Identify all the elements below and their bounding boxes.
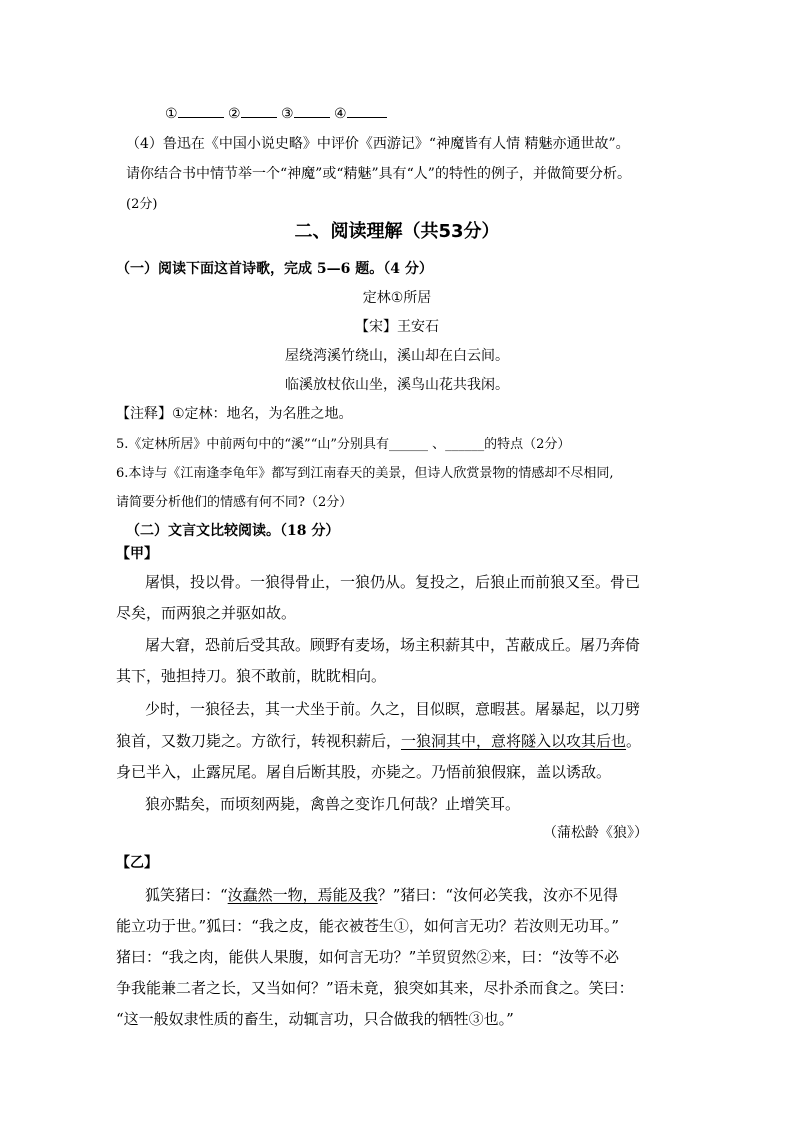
passage-jia-source: （蒲松龄《狼》） bbox=[543, 825, 648, 841]
passage-jia-text: 狼亦黠矣，而顷刻两毙，禽兽之变诈几何哉？止增笑耳。 bbox=[145, 795, 521, 813]
passage-yi-label: 【乙】 bbox=[116, 855, 158, 871]
passage-jia-text: 身已半入，止露尻尾。屠自后断其股，亦毙之。乃悟前狼假寐，盖以诱敌。 bbox=[116, 763, 612, 781]
question-5: 5.《定林所居》中前两句中的“溪”“山”分别具有______ 、______的特点（2分） bbox=[116, 437, 571, 452]
blank-2-number: ② bbox=[228, 106, 241, 122]
answer-blanks bbox=[165, 103, 387, 122]
underlined-sentence: 一狼洞其中，意将隧入以攻其后也 bbox=[401, 732, 627, 750]
passage-jia-text: 屠大窘，恐前后受其敌。顾野有麦场，场主积薪其中，苫蔽成丘。屠乃奔倚 bbox=[145, 636, 641, 654]
blank-1-number: ① bbox=[165, 106, 178, 122]
blank-3[interactable] bbox=[294, 103, 330, 118]
poem-author: 【宋】王安石 bbox=[355, 319, 439, 335]
section-title: 二、阅读理解（共53分） bbox=[294, 221, 500, 242]
passage-jia-text: 狼首，又数刀毙之。方欲行，转视积薪后， bbox=[116, 732, 402, 750]
blank-1[interactable] bbox=[178, 103, 224, 118]
question-6-line-1: 6.本诗与《江南逢李龟年》都写到江南春天的美景，但诗人欣赏景物的情感却不尽相同, bbox=[116, 466, 614, 481]
question-6-line-2: 请简要分析他们的情感有何不同?（2分） bbox=[116, 495, 353, 510]
blank-4-number: ④ bbox=[334, 106, 347, 122]
passage-jia-label: 【甲】 bbox=[116, 546, 158, 562]
poem-title: 定林①所居 bbox=[362, 290, 432, 306]
passage-yi-text: ？”猪曰：“汝何必笑我，汝亦不见得 bbox=[377, 886, 619, 904]
question-4-line-1: （4）鲁迅在《中国小说史略》中评价《西游记》“神魔皆有人情 精魅亦通世故”。 bbox=[126, 136, 630, 152]
blank-2[interactable] bbox=[241, 103, 277, 118]
poem-note: 【注释】①定林：地名，为名胜之地。 bbox=[116, 406, 353, 422]
passage-jia-text: 其下，弛担持刀。狼不敢前，眈眈相向。 bbox=[116, 667, 387, 685]
passage-yi-text: 争我能兼二者之长，又当如何？”语未竟，狼突如其来，尽扑杀而食之。笑曰： bbox=[116, 979, 634, 997]
question-4-score: (2分) bbox=[126, 197, 158, 212]
poem-line-1: 屋绕湾溪竹绕山，溪山却在白云间。 bbox=[285, 348, 509, 364]
passage-jia-text: 尽矣，而两狼之并驱如故。 bbox=[116, 604, 297, 622]
poem-line-2: 临溪放杖依山坐，溪鸟山花共我闲。 bbox=[285, 377, 509, 393]
blank-4[interactable] bbox=[347, 103, 387, 118]
question-4-line-2: 请你结合书中情节举一个“神魔”或“精魅”具有“人”的特性的例子，并做简要分析。 bbox=[126, 166, 631, 182]
passage-yi-underlined-line bbox=[145, 884, 618, 905]
passage-yi-text: 能立功于世。”狐曰：“我之皮，能衣被苍生①，如何言无功？若汝则无功耳。” bbox=[116, 917, 620, 935]
passage-jia-text: 屠惧，投以骨。一狼得骨止，一狼仍从。复投之，后狼止而前狼又至。骨已 bbox=[145, 573, 641, 591]
subsection-2-heading: （二）文言文比较阅读。（18 分） bbox=[126, 523, 340, 539]
passage-jia-text: 。 bbox=[626, 732, 642, 750]
subsection-1-heading: （一）阅读下面这首诗歌，完成 5—6 题。（4 分） bbox=[116, 261, 433, 277]
passage-jia-text: 少时，一狼径去，其一犬坐于前。久之，目似瞑，意暇甚。屠暴起，以刀劈 bbox=[145, 700, 641, 718]
passage-yi-text: 狐笑猪曰：“ bbox=[145, 886, 228, 904]
blank-3-number: ③ bbox=[281, 106, 294, 122]
passage-jia-text-underlined-line bbox=[116, 730, 641, 751]
underlined-sentence: 汝蠢然一物，焉能及我 bbox=[227, 886, 378, 904]
passage-yi-text: 猪曰：“我之肉，能供人果腹，如何言无功？”羊贸贸然②来，曰：“汝等不必 bbox=[116, 948, 620, 966]
passage-yi-text: “这一般奴隶性质的畜生，动辄言功，只合做我的牺牲③也。” bbox=[116, 1010, 514, 1028]
